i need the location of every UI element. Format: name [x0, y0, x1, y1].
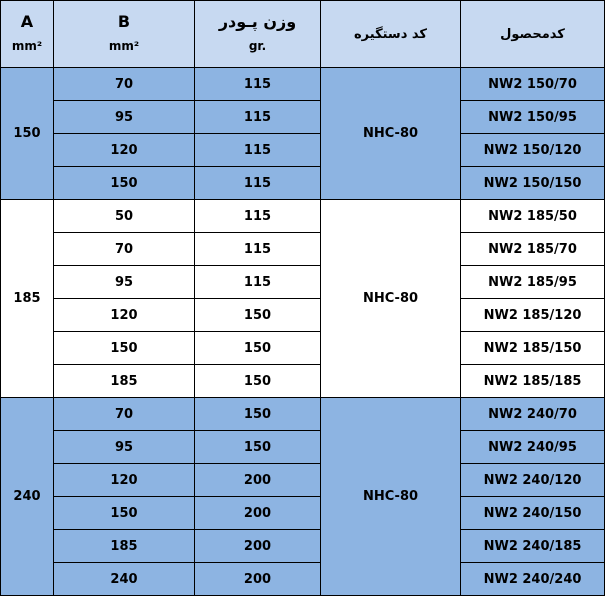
table-row [1, 365, 605, 398]
cell-product-code: NW2 240/70 [461, 398, 605, 431]
cell-weight: 115 [195, 167, 321, 200]
table-row [1, 167, 605, 200]
table-row [1, 233, 605, 266]
cell-product-code: NW2 150/70 [461, 68, 605, 101]
group-machine-code: NHC-80 [321, 68, 461, 200]
cell-weight: 200 [195, 497, 321, 530]
table-row [1, 332, 605, 365]
cell-b: 70 [54, 398, 195, 431]
table-row [1, 563, 605, 596]
table-row [1, 266, 605, 299]
header-b-label: B [117, 12, 131, 31]
cell-weight: 150 [195, 398, 321, 431]
cell-product-code: NW2 185/50 [461, 200, 605, 233]
header-machine-code: کد دستگیره [321, 1, 461, 68]
cell-product-code: NW2 150/95 [461, 101, 605, 134]
cell-weight: 200 [195, 563, 321, 596]
cell-b: 120 [54, 299, 195, 332]
table-row [1, 464, 605, 497]
cell-product-code: NW2 240/185 [461, 530, 605, 563]
cell-weight: 150 [195, 365, 321, 398]
cell-b: 95 [54, 266, 195, 299]
cell-b: 50 [54, 200, 195, 233]
cell-product-code: NW2 185/95 [461, 266, 605, 299]
cell-b: 120 [54, 134, 195, 167]
cell-b: 70 [54, 68, 195, 101]
table-row [1, 101, 605, 134]
cell-weight: 115 [195, 134, 321, 167]
cell-product-code: NW2 240/120 [461, 464, 605, 497]
header-a-label: A [20, 12, 34, 31]
cell-b: 95 [54, 101, 195, 134]
header-weight-unit: gr. [248, 39, 267, 53]
cell-b: 185 [54, 365, 195, 398]
header-a-unit: mm² [11, 39, 43, 53]
cell-weight: 150 [195, 299, 321, 332]
cell-weight: 115 [195, 200, 321, 233]
cell-weight: 115 [195, 233, 321, 266]
cell-b: 95 [54, 431, 195, 464]
cell-b: 185 [54, 530, 195, 563]
cell-product-code: NW2 185/120 [461, 299, 605, 332]
header-product-code: کدمحصول [461, 1, 605, 68]
cell-product-code: NW2 185/150 [461, 332, 605, 365]
header-row [1, 1, 605, 68]
group-a-value: 185 [1, 200, 54, 398]
group-a-value: 240 [1, 398, 54, 596]
group-a-value: 150 [1, 68, 54, 200]
cell-weight: 115 [195, 101, 321, 134]
cell-b: 150 [54, 167, 195, 200]
group-machine-code: NHC-80 [321, 200, 461, 398]
header-weight-label: وزن پـودر [218, 12, 297, 31]
cell-weight: 200 [195, 464, 321, 497]
cell-product-code: NW2 240/95 [461, 431, 605, 464]
cell-weight: 115 [195, 266, 321, 299]
cell-product-code: NW2 240/150 [461, 497, 605, 530]
cell-b: 150 [54, 332, 195, 365]
cell-product-code: NW2 240/240 [461, 563, 605, 596]
cell-b: 120 [54, 464, 195, 497]
header-b-unit: mm² [108, 39, 140, 53]
table-row [1, 200, 605, 233]
cell-product-code: NW2 150/150 [461, 167, 605, 200]
table-row [1, 68, 605, 101]
header-weight [195, 1, 321, 68]
table-row [1, 398, 605, 431]
cell-b: 240 [54, 563, 195, 596]
cell-product-code: NW2 185/185 [461, 365, 605, 398]
table-row [1, 134, 605, 167]
cell-b: 150 [54, 497, 195, 530]
header-a [1, 1, 54, 68]
cell-weight: 200 [195, 530, 321, 563]
cell-product-code: NW2 150/120 [461, 134, 605, 167]
table-row [1, 299, 605, 332]
cell-weight: 150 [195, 431, 321, 464]
group-machine-code: NHC-80 [321, 398, 461, 596]
table-row [1, 497, 605, 530]
cell-weight: 115 [195, 68, 321, 101]
cell-b: 70 [54, 233, 195, 266]
cell-weight: 150 [195, 332, 321, 365]
header-b [54, 1, 195, 68]
table-row [1, 431, 605, 464]
table-row [1, 530, 605, 563]
cell-product-code: NW2 185/70 [461, 233, 605, 266]
